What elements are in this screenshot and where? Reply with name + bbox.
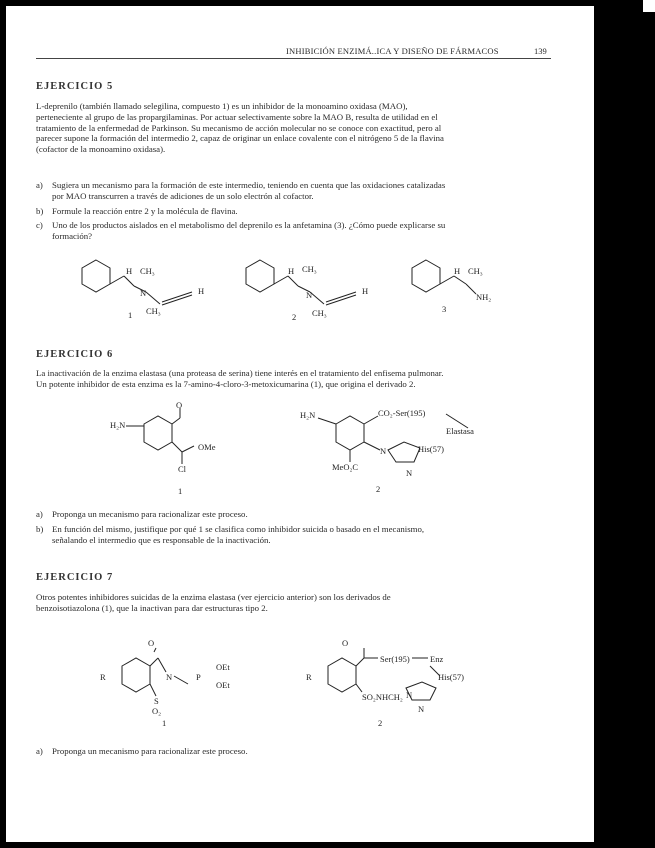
compound-number: 3 [442,304,447,314]
compound-number: 1 [128,310,133,320]
atom-label: N [418,704,425,714]
atom-label: H₂N [110,420,126,430]
atom-label: O [148,638,155,648]
compound-number: 2 [378,718,383,728]
atom-label: His(57) [418,444,444,454]
atom-label: OEt [216,680,230,690]
atom-label: O₂ [152,706,162,716]
benzene-ring [336,416,364,450]
atom-label: N [380,446,387,456]
item-marker: a) [36,746,43,756]
text-line: perteneciente al grupo de las propargilaminas. Por actuar selectivamente sobre la MAO B, resulta de utilidad en el [36,111,438,122]
atom-label: N [406,690,413,700]
atom-label: S [154,696,159,706]
atom-label: H [454,266,461,276]
atom-label: CH₃ [140,266,155,276]
compound-number: 2 [292,312,297,322]
atom-label: H [288,266,295,276]
exercise-5-item-c [52,220,445,242]
benzene-ring [122,658,150,692]
text-line: La inactivación de la enzima elastasa (una proteasa de serina) tiene interés en el tratamiento del enfisema pulmonar. [36,368,444,378]
atom-label: OMe [198,442,216,452]
atom-label: Elastasa [446,426,474,436]
atom-label: N [406,468,413,478]
atom-label: N [306,290,313,300]
atom-label: Enz [430,654,444,664]
exercise-6-title: EJERCICIO 6 [36,349,114,360]
text-line: formación? [52,230,93,241]
text-line: Un potente inhibidor de esta enzima es la 7-amino-4-cloro-3-metoxicumarina (1), que origina el derivado 2. [36,378,416,389]
exercise-5-title: EJERCICIO 5 [36,81,114,92]
compound-number: 2 [376,484,381,494]
imidazole-ring [388,442,420,462]
atom-label: CH₃ [302,264,317,274]
structure-amphetamine [404,252,524,332]
atom-label: H [126,266,133,276]
scan-corner [643,0,655,12]
atom-label: P [196,672,201,682]
atom-label: Cl [178,464,187,474]
exercise-7-item-a [52,746,248,757]
text-line: por MAO transcurren a través de adiciones de un solo electrón al cofactor. [52,190,314,201]
atom-label: O [176,400,183,410]
atom-label: R [306,672,312,682]
atom-label: MeO₂C [332,462,359,472]
atom-label: H₂N [300,410,316,420]
text-line: En función del mismo, justifique por qué 1 se clasifica como inhibidor suicida o basado en el mecanismo, [52,524,425,534]
compound-number: 1 [178,486,183,496]
structure-intermediate [238,252,398,332]
running-header: INHIBICIÓN ENZIMÁ..ICA Y DISEÑO DE FÁRMACOS [286,46,499,56]
text-line: L-deprenilo (también llamado selegilina, compuesto 1) es un inhibidor de la monoamino oxidasa (MAO), [36,101,408,111]
item-marker: a) [36,509,43,519]
atom-label: O [342,638,349,648]
text-line: tratamiento de la enfermedad de Parkinson. Su mecanismo de acción molecular no se conoce con exactitud, pero al [36,122,442,133]
text-line: Uno de los productos aislados en el metabolismo del deprenilo es la anfetamina (3). ¿Cómo puede explicarse su [52,220,446,230]
benzene-ring [144,416,172,450]
structure-elastase-adduct-2 [306,636,536,728]
exercise-5-item-b [52,206,238,217]
atom-label: H [198,286,205,296]
benzene-ring [82,260,110,292]
structure-benzoisothiazolone [100,636,280,728]
atom-label: NH₂ [476,292,492,302]
text-line: señalando el intermedio que es responsable de la inactivación. [52,534,271,545]
benzene-ring [328,658,356,692]
text-line: (cofactor de la monoamino oxidasa). [36,144,166,155]
item-marker: c) [36,220,43,230]
compound-number: 1 [162,718,167,728]
structure-deprenyl [74,252,234,332]
atom-label: SO₂NHCH₂ [362,692,403,702]
exercise-6-paragraph [36,368,541,390]
atom-label: CH₃ [468,266,483,276]
atom-label: His(57) [438,672,464,682]
text-line: Otros potentes inhibidores suicidas de la enzima elastasa (ver ejercicio anterior) son los derivados de [36,592,391,602]
atom-label: CO₂-Ser(195) [378,408,426,418]
atom-label: CH₃ [312,308,327,318]
benzene-ring [412,260,440,292]
atom-label: OEt [216,662,230,672]
text-line: Proponga un mecanismo para racionalizar este proceso. [52,509,248,519]
exercise-7-title: EJERCICIO 7 [36,572,114,583]
item-marker: b) [36,206,44,216]
header-rule [36,58,551,59]
page-number: 139 [534,46,547,56]
text-line: benzoisotiazolona (1), que la inactivan para dar estructuras tipo 2. [36,602,268,613]
text-line: parecer supone la formación del intermedio 2, capaz de originar un enlace covalente con el nitrógeno 5 de la flavina [36,133,444,144]
atom-label: H [362,286,369,296]
atom-label: R [100,672,106,682]
structure-elastase-adduct [296,404,536,499]
benzene-ring [246,260,274,292]
exercise-5-paragraph [36,101,541,155]
atom-label: CH₃ [146,306,161,316]
document-page [6,6,594,842]
exercise-6-item-a [52,509,248,520]
text-line: Sugiera un mecanismo para la formación de este intermedio, teniendo en cuenta que las oxidaciones catalizadas [52,180,446,190]
text-line: Formule la reacción entre 2 y la molécula de flavina. [52,206,238,216]
item-marker: a) [36,180,43,190]
structure-coumarin [106,400,236,499]
exercise-6-item-b [52,524,424,546]
atom-label: Ser(195) [380,654,410,664]
exercise-5-item-a [52,180,445,202]
exercise-7-paragraph [36,592,541,614]
item-marker: b) [36,524,44,534]
atom-label: N [166,672,173,682]
text-line: Proponga un mecanismo para racionalizar este proceso. [52,746,248,756]
atom-label: N [140,288,147,298]
